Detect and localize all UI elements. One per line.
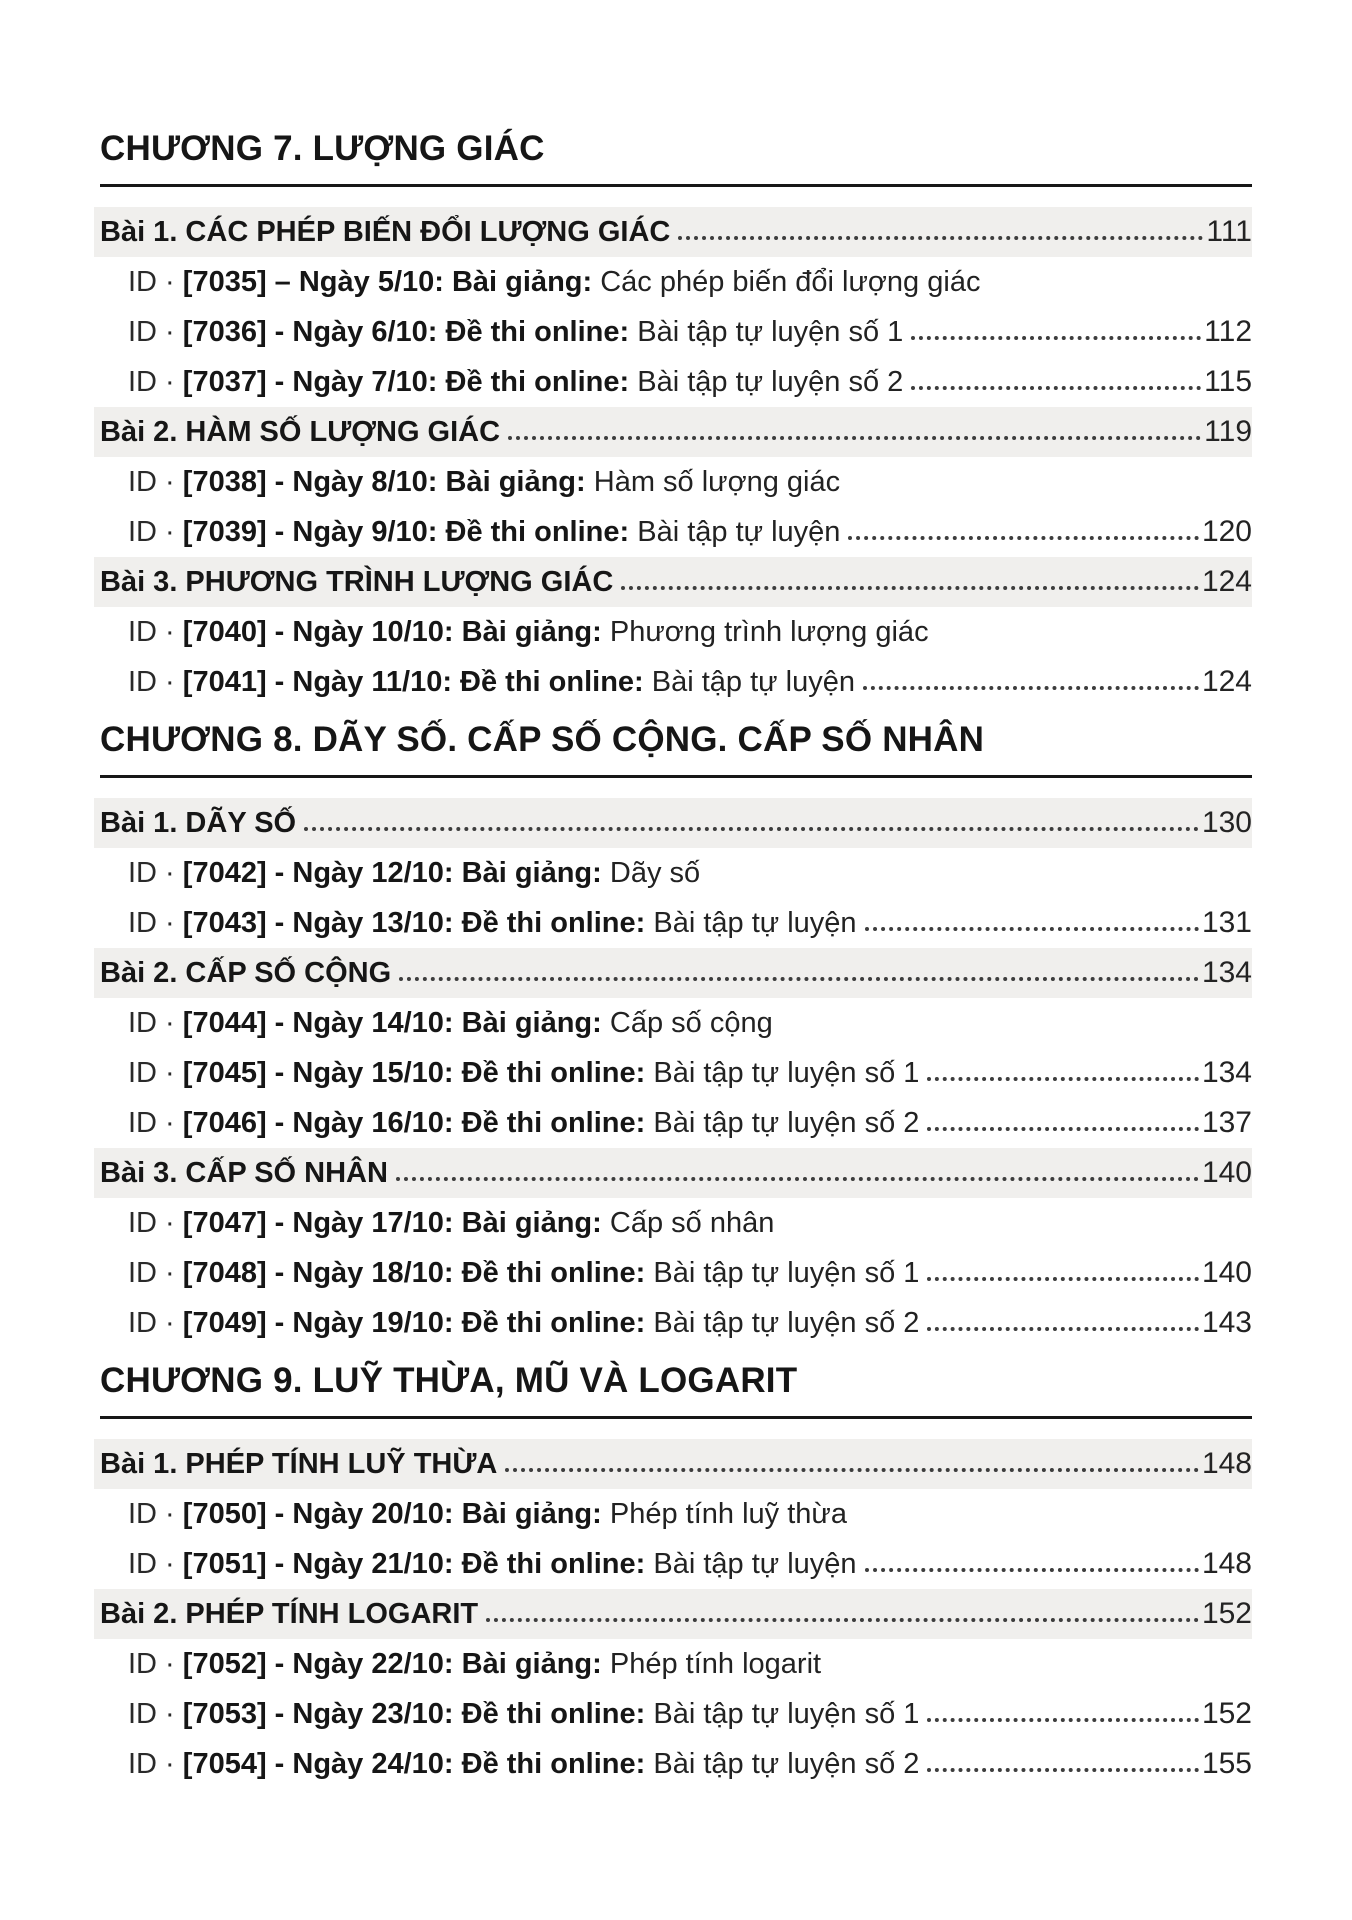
item-meta-bold: [7048] - Ngày 18/10: Đề thi online: [182, 1257, 654, 1289]
page-number: 119 [1204, 415, 1252, 448]
toc-section-row [94, 798, 1252, 848]
chapter-title: CHƯƠNG 8. DÃY SỐ. CẤP SỐ CỘNG. CẤP SỐ NHÂN [100, 720, 985, 759]
toc-item-row [100, 1539, 1252, 1589]
item-id-prefix: ID · [128, 1057, 183, 1089]
item-label [128, 1298, 919, 1348]
page-number: 111 [1206, 215, 1252, 248]
item-label [128, 607, 929, 657]
item-label [128, 1739, 919, 1789]
item-title: Bài tập tự luyện [653, 907, 857, 939]
item-label [128, 357, 903, 407]
toc-item-row [100, 657, 1252, 707]
item-title: Bài tập tự luyện [637, 516, 841, 548]
page-number: 140 [1201, 1256, 1252, 1289]
toc-item-row [100, 1248, 1252, 1298]
toc-item-row [100, 307, 1252, 357]
section-label: Bài 3. PHƯƠNG TRÌNH LƯỢNG GIÁC [100, 566, 614, 598]
dotted-leader [927, 1127, 1199, 1131]
page-number: 120 [1201, 515, 1252, 548]
page-number: 155 [1201, 1747, 1252, 1780]
toc-item-row [100, 1098, 1252, 1148]
chapter-title: CHƯƠNG 9. LUỸ THỪA, MŨ VÀ LOGARIT [100, 1361, 798, 1400]
item-meta-bold: [7043] - Ngày 13/10: Đề thi online: [182, 907, 654, 939]
toc-section-row [94, 207, 1252, 257]
dotted-leader [863, 686, 1199, 690]
page-number: 152 [1201, 1697, 1252, 1730]
item-meta-bold: [7045] - Ngày 15/10: Đề thi online: [182, 1057, 654, 1089]
dotted-leader [621, 586, 1199, 590]
item-title: Bài tập tự luyện số 2 [653, 1748, 920, 1780]
item-meta-bold: [7052] - Ngày 22/10: Bài giảng: [182, 1648, 610, 1680]
item-id-prefix: ID · [128, 1207, 183, 1239]
item-meta-bold: [7038] - Ngày 8/10: Bài giảng: [182, 466, 594, 498]
chapter-title: CHƯƠNG 7. LƯỢNG GIÁC [100, 129, 545, 168]
toc-section-row [94, 948, 1252, 998]
toc-section-row [94, 557, 1252, 607]
chapter-body [100, 798, 1252, 1348]
dotted-leader [927, 1718, 1199, 1722]
item-meta-bold: [7036] - Ngày 6/10: Đề thi online: [182, 316, 638, 348]
section-label: Bài 2. PHÉP TÍNH LOGARIT [100, 1598, 479, 1630]
dotted-leader [911, 386, 1201, 390]
dotted-leader [848, 536, 1199, 540]
item-title: Bài tập tự luyện số 1 [653, 1257, 920, 1289]
section-label: Bài 3. CẤP SỐ NHÂN [100, 1157, 388, 1189]
page-number: 134 [1201, 1056, 1252, 1089]
toc-item-row [100, 1739, 1252, 1789]
item-meta-bold: [7042] - Ngày 12/10: Bài giảng: [182, 857, 610, 889]
item-meta-bold: [7053] - Ngày 23/10: Đề thi online: [182, 1698, 654, 1730]
toc-item-row [100, 1048, 1252, 1098]
toc-item-row [100, 1298, 1252, 1348]
item-meta-bold: [7051] - Ngày 21/10: Đề thi online: [182, 1548, 654, 1580]
item-label [128, 848, 700, 898]
toc-item-row [100, 1198, 1252, 1248]
item-id-prefix: ID · [128, 1007, 183, 1039]
page-number: 137 [1201, 1106, 1252, 1139]
toc-item-row [100, 1689, 1252, 1739]
chapter [100, 126, 1252, 707]
item-id-prefix: ID · [128, 1257, 183, 1289]
item-id-prefix: ID · [128, 616, 183, 648]
dotted-leader [396, 1177, 1199, 1181]
section-label: Bài 2. CẤP SỐ CỘNG [100, 957, 392, 989]
item-title: Bài tập tự luyện [651, 666, 855, 698]
dotted-leader [927, 1768, 1199, 1772]
chapter-rule [100, 775, 1252, 778]
item-id-prefix: ID · [128, 907, 183, 939]
item-id-prefix: ID · [128, 316, 183, 348]
chapter-body [100, 1439, 1252, 1789]
section-label: Bài 1. DÃY SỐ [100, 807, 297, 839]
dotted-leader [927, 1327, 1199, 1331]
item-label [128, 1048, 919, 1098]
item-id-prefix: ID · [128, 266, 183, 298]
item-title: Phép tính logarit [609, 1648, 822, 1680]
chapter-body [100, 207, 1252, 707]
item-meta-bold: [7044] - Ngày 14/10: Bài giảng: [182, 1007, 610, 1039]
item-label [128, 1639, 821, 1689]
toc-section-row [94, 1148, 1252, 1198]
item-id-prefix: ID · [128, 1307, 183, 1339]
toc-item-row [100, 848, 1252, 898]
item-label [128, 1248, 919, 1298]
item-id-prefix: ID · [128, 1648, 183, 1680]
table-of-contents [100, 126, 1252, 1789]
page-number: 124 [1201, 665, 1252, 698]
toc-item-row [100, 898, 1252, 948]
chapter [100, 717, 1252, 1348]
item-title: Hàm số lượng giác [593, 466, 841, 498]
toc-section-row [94, 407, 1252, 457]
dotted-leader [508, 436, 1201, 440]
chapter-rule [100, 184, 1252, 187]
item-id-prefix: ID · [128, 857, 183, 889]
item-title: Các phép biến đổi lượng giác [600, 266, 981, 298]
item-meta-bold: [7041] - Ngày 11/10: Đề thi online: [182, 666, 652, 698]
page-number: 124 [1201, 565, 1252, 598]
item-title: Bài tập tự luyện số 1 [637, 316, 904, 348]
item-label [128, 1198, 774, 1248]
item-meta-bold: [7050] - Ngày 20/10: Bài giảng: [182, 1498, 610, 1530]
item-label [128, 1098, 919, 1148]
item-title: Bài tập tự luyện số 1 [653, 1698, 920, 1730]
section-label: Bài 1. PHÉP TÍNH LUỸ THỪA [100, 1448, 498, 1480]
item-meta-bold: [7037] - Ngày 7/10: Đề thi online: [182, 366, 638, 398]
chapter-rule [100, 1416, 1252, 1419]
item-meta-bold: [7049] - Ngày 19/10: Đề thi online: [182, 1307, 654, 1339]
section-label: Bài 1. CÁC PHÉP BIẾN ĐỔI LƯỢNG GIÁC [100, 216, 671, 248]
toc-item-row [100, 457, 1252, 507]
page-number: 148 [1201, 1547, 1252, 1580]
dotted-leader [865, 927, 1199, 931]
item-label [128, 257, 980, 307]
toc-section-row [94, 1439, 1252, 1489]
item-title: Cấp số nhân [609, 1207, 775, 1239]
toc-section-row [94, 1589, 1252, 1639]
item-label [128, 1539, 857, 1589]
item-id-prefix: ID · [128, 1748, 183, 1780]
item-label [128, 507, 840, 557]
item-title: Phương trình lượng giác [609, 616, 929, 648]
toc-item-row [100, 1639, 1252, 1689]
page-number: 143 [1201, 1306, 1252, 1339]
page-number: 130 [1201, 806, 1252, 839]
item-title: Bài tập tự luyện số 1 [653, 1057, 920, 1089]
item-id-prefix: ID · [128, 666, 183, 698]
page-number: 134 [1201, 956, 1252, 989]
item-meta-bold: [7035] – Ngày 5/10: Bài giảng: [182, 266, 601, 298]
page-number: 115 [1204, 365, 1252, 398]
toc-item-row [100, 507, 1252, 557]
item-id-prefix: ID · [128, 366, 183, 398]
item-id-prefix: ID · [128, 1498, 183, 1530]
item-id-prefix: ID · [128, 1548, 183, 1580]
item-label [128, 898, 857, 948]
item-label [128, 1489, 847, 1539]
toc-item-row [100, 1489, 1252, 1539]
chapter [100, 1358, 1252, 1789]
page-number: 152 [1201, 1597, 1252, 1630]
toc-item-row [100, 257, 1252, 307]
section-label: Bài 2. HÀM SỐ LƯỢNG GIÁC [100, 416, 501, 448]
item-label [128, 307, 903, 357]
item-id-prefix: ID · [128, 466, 183, 498]
page-number: 131 [1201, 906, 1252, 939]
dotted-leader [865, 1568, 1199, 1572]
item-title: Dãy số [609, 857, 701, 889]
item-meta-bold: [7040] - Ngày 10/10: Bài giảng: [182, 616, 610, 648]
item-id-prefix: ID · [128, 1107, 183, 1139]
dotted-leader [927, 1077, 1199, 1081]
item-title: Bài tập tự luyện số 2 [653, 1107, 920, 1139]
item-meta-bold: [7046] - Ngày 16/10: Đề thi online: [182, 1107, 654, 1139]
item-meta-bold: [7054] - Ngày 24/10: Đề thi online: [182, 1748, 654, 1780]
item-meta-bold: [7047] - Ngày 17/10: Bài giảng: [182, 1207, 610, 1239]
item-title: Bài tập tự luyện số 2 [653, 1307, 920, 1339]
item-title: Bài tập tự luyện [653, 1548, 857, 1580]
page-number: 140 [1201, 1156, 1252, 1189]
item-id-prefix: ID · [128, 516, 183, 548]
item-meta-bold: [7039] - Ngày 9/10: Đề thi online: [182, 516, 638, 548]
dotted-leader [927, 1277, 1199, 1281]
dotted-leader [399, 977, 1199, 981]
toc-item-row [100, 357, 1252, 407]
item-id-prefix: ID · [128, 1698, 183, 1730]
item-label [128, 998, 773, 1048]
item-title: Cấp số cộng [609, 1007, 773, 1039]
item-title: Bài tập tự luyện số 2 [637, 366, 904, 398]
dotted-leader [911, 336, 1201, 340]
item-title: Phép tính luỹ thừa [609, 1498, 847, 1530]
dotted-leader [678, 236, 1203, 240]
item-label [128, 1689, 919, 1739]
dotted-leader [304, 827, 1199, 831]
page-number: 112 [1204, 315, 1252, 348]
toc-item-row [100, 607, 1252, 657]
dotted-leader [505, 1468, 1199, 1472]
dotted-leader [486, 1618, 1199, 1622]
toc-item-row [100, 998, 1252, 1048]
page-number: 148 [1201, 1447, 1252, 1480]
item-label [128, 657, 855, 707]
item-label [128, 457, 840, 507]
